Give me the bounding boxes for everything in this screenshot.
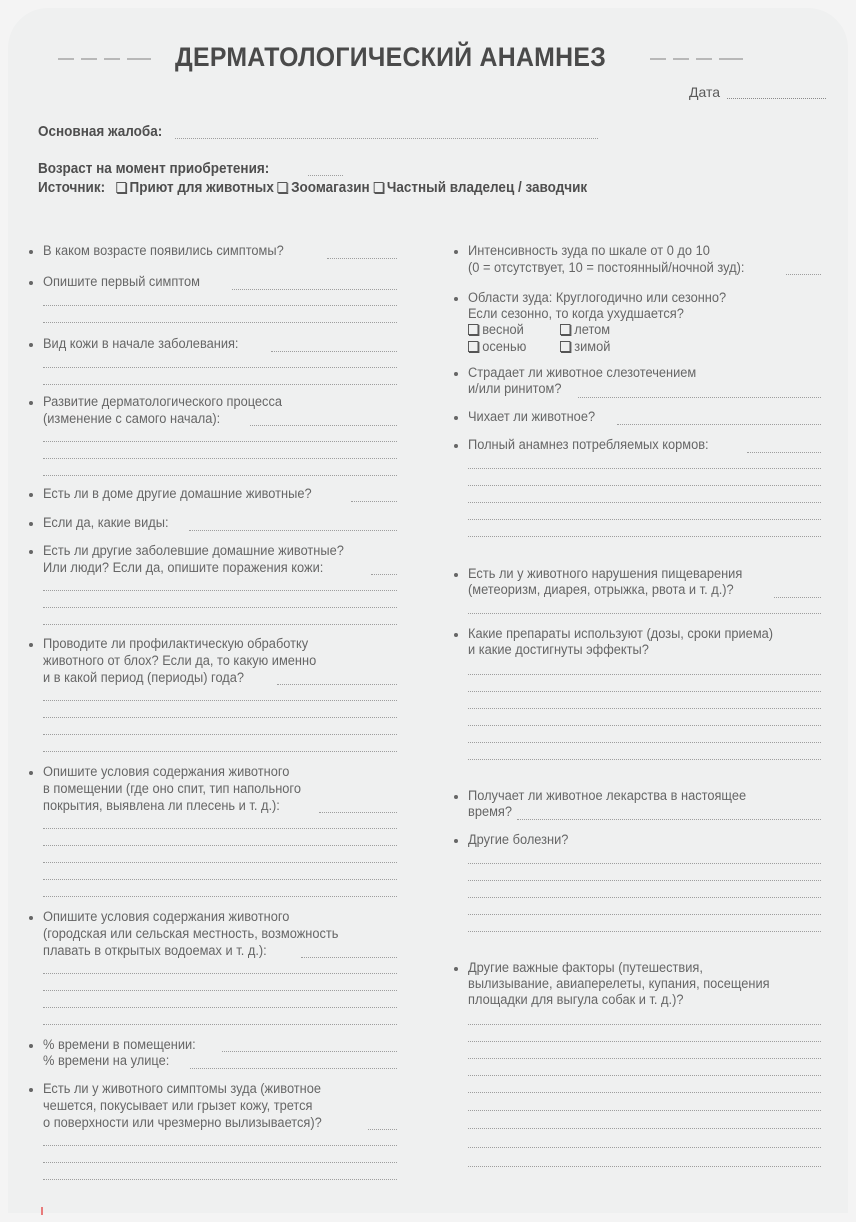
bullet-icon — [454, 250, 458, 254]
answer-field[interactable] — [517, 819, 821, 820]
answer-field[interactable] — [468, 1024, 821, 1025]
checkbox-icon[interactable] — [468, 341, 478, 352]
answer-field[interactable] — [43, 717, 397, 718]
bullet-icon — [29, 550, 33, 554]
page-edge-marker — [41, 1207, 43, 1215]
answer-field[interactable] — [43, 973, 397, 974]
question-diet-history: Полный анамнез потребляемых кормов: — [468, 437, 709, 452]
indoor-percent-field[interactable] — [222, 1051, 397, 1052]
answer-field[interactable] — [43, 1179, 397, 1180]
question-indoor-percent: % времени в помещении: — [43, 1037, 196, 1052]
answer-field[interactable] — [43, 896, 397, 897]
bullet-icon — [29, 493, 33, 497]
answer-field[interactable] — [43, 624, 397, 625]
itch-scale-field[interactable] — [786, 274, 821, 275]
bullet-icon — [29, 1088, 33, 1092]
checkbox-icon[interactable] — [560, 341, 570, 352]
outdoor-percent-field[interactable] — [190, 1068, 397, 1069]
answer-field[interactable] — [468, 914, 821, 915]
question-outdoor-1: Опишите условия содержания животного — [43, 909, 290, 924]
question-itch-3: о поверхности или чрезмерно вылизывается)? — [43, 1115, 322, 1130]
answer-field[interactable] — [468, 468, 821, 469]
answer-field[interactable] — [468, 725, 821, 726]
bullet-icon — [29, 916, 33, 920]
answer-field[interactable] — [468, 536, 821, 537]
season-option-summer[interactable]: летом — [560, 322, 610, 338]
source-option-breeder[interactable]: Частный владелец / заводчик — [373, 179, 587, 196]
bullet-icon — [454, 372, 458, 376]
decor-dash — [673, 58, 689, 60]
age-label: Возраст на момент приобретения: — [38, 160, 270, 177]
question-current-meds-1: Получает ли животное лекарства в настоящее — [468, 788, 747, 803]
question-progression-2: (изменение с самого начала): — [43, 411, 221, 426]
checkbox-icon[interactable] — [278, 182, 288, 193]
decor-dash — [719, 58, 743, 60]
answer-field[interactable] — [301, 957, 397, 958]
bullet-icon — [29, 250, 33, 254]
question-tearing-1: Страдает ли животное слезотечением — [468, 365, 697, 380]
answer-field[interactable] — [43, 700, 397, 701]
answer-field[interactable] — [468, 1147, 821, 1148]
age-field[interactable] — [308, 175, 343, 176]
answer-field[interactable] — [468, 613, 821, 614]
bullet-icon — [29, 343, 33, 347]
answer-field[interactable] — [747, 452, 821, 453]
bullet-icon — [29, 401, 33, 405]
answer-field[interactable] — [43, 828, 397, 829]
answer-field[interactable] — [250, 425, 397, 426]
question-itch-scale-1: Интенсивность зуда по шкале от 0 до 10 — [468, 243, 710, 258]
bullet-icon — [454, 839, 458, 843]
question-tearing-2: и/или ринитом? — [468, 381, 562, 396]
answer-field[interactable] — [371, 574, 397, 575]
question-flea-2: животного от блох? Если да, то какую именно — [43, 653, 317, 668]
answer-field[interactable] — [43, 879, 397, 880]
answer-field[interactable] — [43, 441, 397, 442]
question-indoor-3: покрытия, выявлена ли плесень и т. д.): — [43, 798, 280, 813]
season-option-winter[interactable]: зимой — [560, 339, 610, 355]
checkbox-icon[interactable] — [560, 324, 570, 335]
answer-field[interactable] — [468, 897, 821, 898]
source-option-petshop[interactable]: Зоомагазин — [278, 179, 370, 196]
question-flea-1: Проводите ли профилактическую обработку — [43, 636, 309, 651]
answer-field[interactable] — [277, 684, 397, 685]
answer-field[interactable] — [578, 397, 821, 398]
answer-field[interactable] — [468, 519, 821, 520]
answer-field[interactable] — [43, 590, 397, 591]
checkbox-icon[interactable] — [468, 324, 478, 335]
answer-field[interactable] — [468, 674, 821, 675]
answer-field[interactable] — [43, 458, 397, 459]
answer-field[interactable] — [43, 384, 397, 385]
question-species: Если да, какие виды: — [43, 515, 169, 530]
season-option-autumn[interactable]: осенью — [468, 339, 526, 355]
answer-field[interactable] — [43, 1162, 397, 1163]
bullet-icon — [454, 416, 458, 420]
source-row — [38, 179, 587, 196]
bullet-icon — [29, 643, 33, 647]
answer-field[interactable] — [43, 990, 397, 991]
decor-dash — [127, 58, 151, 60]
answer-field[interactable] — [43, 607, 397, 608]
bullet-icon — [454, 795, 458, 799]
decor-dash — [58, 58, 74, 60]
bullet-icon — [29, 771, 33, 775]
answer-field[interactable] — [43, 734, 397, 735]
answer-field[interactable] — [43, 862, 397, 863]
question-medications-1: Какие препараты используют (дозы, сроки приема) — [468, 626, 774, 641]
question-other-factors-1: Другие важные факторы (путешествия, — [468, 960, 703, 975]
answer-field[interactable] — [468, 742, 821, 743]
answer-field[interactable] — [468, 1128, 821, 1129]
title-row — [0, 40, 856, 80]
question-itch-1: Есть ли у животного симптомы зуда (животное — [43, 1081, 322, 1096]
question-indoor-2: в помещении (где оно спит, тип напольного — [43, 781, 301, 796]
answer-field[interactable] — [468, 931, 821, 932]
question-other-factors-3: площадки для выгула собак и т. д.)? — [468, 992, 684, 1007]
bullet-icon — [454, 444, 458, 448]
answer-field[interactable] — [43, 1024, 397, 1025]
question-outdoor-2: (городская или сельская местность, возможность — [43, 926, 339, 941]
bullet-icon — [454, 573, 458, 577]
question-itch-2: чешется, покусывает или грызет кожу, трется — [43, 1098, 313, 1113]
answer-field[interactable] — [319, 812, 397, 813]
bullet-icon — [454, 633, 458, 637]
question-itch-scale-2: (0 = отсутствует, 10 = постоянный/ночной зуд): — [468, 260, 745, 275]
question-skin-onset: Вид кожи в начале заболевания: — [43, 336, 239, 351]
question-digestion-2: (метеоризм, диарея, отрыжка, рвота и т. д.)? — [468, 582, 734, 597]
question-progression-1: Развитие дерматологического процесса — [43, 394, 283, 409]
answer-field[interactable] — [468, 708, 821, 709]
answer-field[interactable] — [468, 1092, 821, 1093]
answer-field[interactable] — [43, 322, 397, 323]
bullet-icon — [29, 1044, 33, 1048]
answer-field[interactable] — [351, 501, 397, 502]
question-other-sick-1: Есть ли другие заболевшие домашние животные? — [43, 543, 344, 558]
question-outdoor-percent: % времени на улице: — [43, 1053, 170, 1068]
answer-field[interactable] — [468, 863, 821, 864]
answer-field[interactable] — [774, 597, 821, 598]
question-age-symptoms: В каком возрасте появились симптомы? — [43, 243, 284, 258]
question-indoor-1: Опишите условия содержания животного — [43, 764, 290, 779]
checkbox-icon[interactable] — [116, 182, 126, 193]
bullet-icon — [454, 297, 458, 301]
bullet-icon — [29, 281, 33, 285]
answer-field[interactable] — [468, 880, 821, 881]
bullet-icon — [454, 967, 458, 971]
answer-field[interactable] — [468, 1166, 821, 1167]
question-digestion-1: Есть ли у животного нарушения пищеварения — [468, 566, 743, 581]
answer-field[interactable] — [327, 258, 397, 259]
date-label: Дата — [689, 84, 721, 100]
season-option-spring[interactable]: весной — [468, 322, 524, 338]
bullet-icon — [29, 522, 33, 526]
question-itch-season-1: Области зуда: Круглогодично или сезонно? — [468, 290, 727, 305]
answer-field[interactable] — [617, 424, 821, 425]
question-outdoor-3: плавать в открытых водоемах и т. д.): — [43, 943, 267, 958]
question-first-symptom: Опишите первый симптом — [43, 274, 200, 289]
source-label: Источник: — [38, 179, 106, 196]
answer-field[interactable] — [232, 289, 397, 290]
checkbox-icon[interactable] — [373, 182, 383, 193]
date-field[interactable] — [727, 98, 826, 99]
answer-field[interactable] — [43, 751, 397, 752]
question-other-pets: Есть ли в доме другие домашние животные? — [43, 486, 312, 501]
answer-field[interactable] — [468, 1041, 821, 1042]
answer-field[interactable] — [368, 1129, 397, 1130]
answer-field[interactable] — [468, 1110, 821, 1111]
answer-field[interactable] — [271, 351, 397, 352]
answer-field[interactable] — [468, 1075, 821, 1076]
answer-field[interactable] — [468, 485, 821, 486]
answer-field[interactable] — [468, 759, 821, 760]
answer-field[interactable] — [468, 1058, 821, 1059]
question-flea-3: и в какой период (периоды) года? — [43, 670, 245, 685]
answer-field[interactable] — [189, 530, 397, 531]
complaint-field[interactable] — [175, 138, 598, 139]
answer-field[interactable] — [43, 367, 397, 368]
question-other-diseases: Другие болезни? — [468, 832, 569, 847]
answer-field[interactable] — [43, 305, 397, 306]
question-other-sick-2: Или люди? Если да, опишите поражения кожи: — [43, 560, 324, 575]
question-current-meds-2: время? — [468, 804, 512, 819]
question-itch-season-2: Если сезонно, то когда ухудшается? — [468, 306, 684, 321]
answer-field[interactable] — [468, 691, 821, 692]
page-title: ДЕРМАТОЛОГИЧЕСКИЙ АНАМНЕЗ — [175, 42, 607, 72]
question-other-factors-2: вылизывание, авиаперелеты, купания, посещения — [468, 976, 770, 991]
question-sneezing: Чихает ли животное? — [468, 409, 596, 424]
decor-dash — [81, 58, 97, 60]
decor-dash — [696, 58, 712, 60]
answer-field[interactable] — [43, 475, 397, 476]
answer-field[interactable] — [43, 845, 397, 846]
complaint-label: Основная жалоба: — [38, 123, 163, 140]
decor-dash — [104, 58, 120, 60]
answer-field[interactable] — [43, 1145, 397, 1146]
source-option-shelter[interactable]: Приют для животных — [116, 179, 274, 196]
answer-field[interactable] — [468, 502, 821, 503]
decor-dash — [650, 58, 666, 60]
answer-field[interactable] — [43, 1007, 397, 1008]
question-medications-2: и какие достигнуты эффекты? — [468, 642, 649, 657]
